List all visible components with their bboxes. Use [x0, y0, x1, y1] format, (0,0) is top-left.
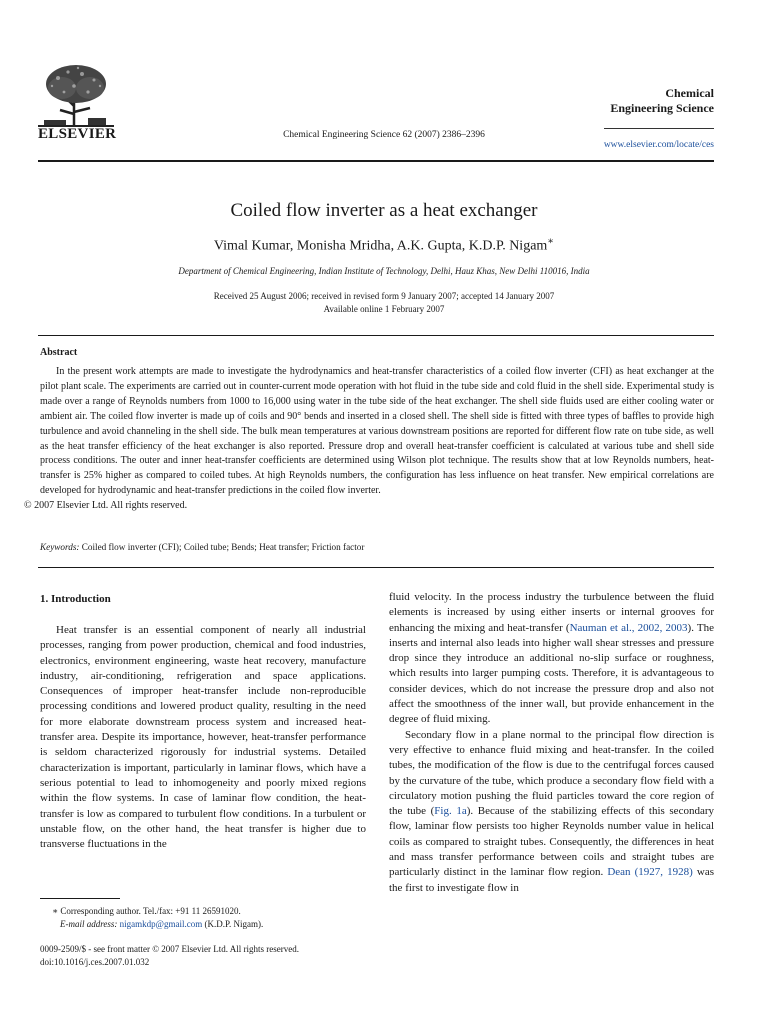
right-column	[389, 590, 714, 896]
abstract-top-divider	[38, 335, 714, 336]
elsevier-tree-logo	[38, 62, 114, 128]
citation-nauman[interactable]: Nauman et al., 2002, 2003	[569, 621, 688, 634]
footnote-corresponding-text: Corresponding author. Tel./fax: +91 11 26591020.	[60, 906, 241, 916]
para3-text-c: was the first to investigate flow in	[389, 866, 714, 894]
intro-paragraph-1: Heat transfer is an essential component of nearly all industrial processes, ranging from power production, chemical and food industries, electronics, environment engineering, waste heat recovery, manufacture industry, air-conditioning, refrigeration and space applications. Consequences of improper heat-transfer include non-reproducible processing conditions and lowered product quality, resulting in the need for more elaborate downstream process system and increased heat-transfer area. Despite its importance, however, heat-transfer performance is seldom characterized rigorously for industrial systems. Detailed characterization is important, particularly in laminar flows, which have a serious potential to lead to inhomogeneity and poorly mixed regions within the flow systems. In case of laminar flow condition, the heat-transfer is low as compared to turbulent flow conditions. In a turbulent or unstable flow, on the other hand, the heat transfer is higher due to transverse fluctuations in the	[40, 624, 366, 851]
journal-name	[590, 86, 714, 116]
available-online: Available online 1 February 2007	[323, 304, 445, 314]
journal-divider	[604, 128, 714, 129]
left-column	[40, 623, 366, 852]
corresponding-author-mark[interactable]: ∗	[547, 236, 555, 247]
issn-line: 0009-2509/$ - see front matter © 2007 Elsevier Ltd. All rights reserved.	[40, 944, 300, 954]
abstract-bottom-divider	[38, 567, 714, 568]
email-label: E-mail address:	[60, 919, 118, 929]
publisher-name: ELSEVIER	[38, 126, 117, 142]
email-owner: (K.D.P. Nigam).	[204, 919, 264, 929]
abstract-heading: Abstract	[40, 347, 78, 358]
section-heading-introduction: 1. Introduction	[40, 593, 111, 605]
journal-reference: Chemical Engineering Science 62 (2007) 2386–2396	[283, 130, 485, 140]
affiliation: Department of Chemical Engineering, Indian Institute of Technology, Delhi, Hauz Khas, New Delhi 110016, India	[178, 266, 590, 276]
author-names: Vimal Kumar, Monisha Mridha, A.K. Gupta, K.D.P. Nigam	[213, 238, 548, 254]
citation-dean[interactable]: Dean (1927, 1928)	[607, 866, 693, 879]
keywords-label: Keywords:	[40, 542, 80, 552]
abstract-copyright: © 2007 Elsevier Ltd. All rights reserved.	[24, 500, 188, 512]
journal-url-link[interactable]: www.elsevier.com/locate/ces	[603, 140, 714, 150]
header-divider	[38, 160, 714, 162]
article-title: Coiled flow inverter as a heat exchanger	[230, 200, 538, 221]
journal-name-line2: Engineering Science	[610, 101, 714, 115]
para3-text-a: Secondary flow in a plane normal to the principal flow direction is very effective to enhance fluid mixing and heat-transfer. In the coiled tubes, the modification of the flow is due to the centrifugal forces caused by the curvature of the tube, which produce a secondary flow field with a circulatory motion pushing the fluid particles toward the core region of the tube (	[389, 728, 714, 818]
bottom-info	[40, 943, 380, 968]
article-dates	[0, 290, 768, 316]
intro-paragraph-2	[389, 590, 714, 728]
doi-line: doi:10.1016/j.ces.2007.01.032	[40, 956, 150, 967]
para2-text-a: fluid velocity. In the process industry the turbulence between the fluid elements is increased by using either inserts or internal grooves for enhancing the mixing and heat-transfer (	[389, 591, 714, 634]
keywords	[40, 542, 714, 552]
abstract-body: In the present work attempts are made to investigate the hydrodynamics and heat-transfer characteristics of a coiled flow inverter (CFI) as heat exchanger at the pilot plant scale. The experiments are carried out in counter-current mode operation with hot fluid in the tube side and cold fluid in the shell side. Experimental study is made over a range of Reynolds numbers from 1000 to 16,000 using water in the tube side of the heat exchanger. The shell side fluids used are either cooling water or ambient air. The coiled flow inverter is made up of coils and 90° bends and inserted in a closed shell. The shell side is fitted with three types of baffles to provide high turbulence and avoid channeling in the shell side. The bulk mean temperatures at various downstream positions are reported for different flow rate on tube side, as well as the heat transfer efficiency of the heat exchanger is also reported. Pressure drop and overall heat-transfer coefficient is calculated at various tube and shell side process conditions. The outer and inner heat-transfer coefficients are determined using Wilson plot technique. The results show that at low Reynolds numbers, heat-transfer is 25% higher as compared to coiled tubes. At high Reynolds numbers, the configuration has less influence on heat transfer. New empirical correlations are developed for hydrodynamic and heat-transfer predictions in the coiled flow inverter.	[40, 366, 714, 497]
email-link[interactable]: nigamkdp@gmail.com	[119, 919, 203, 929]
footnote-mark: ∗	[52, 906, 59, 916]
abstract-text	[24, 365, 714, 514]
keywords-list: Coiled flow inverter (CFI); Coiled tube; Bends; Heat transfer; Friction factor	[81, 542, 365, 552]
footnote-divider	[40, 898, 120, 899]
para2-text-b: ). The inserts and internal also leads into higher wall shear stresses and pressure drop since they introduce an additional no-slip surface or roughness, which results into larger pumping costs. Therefore, it is advantageous to consider devices, which do not increase the pressure drop and also not affect the smoothness of the inner wall, but provide enhancement in the degree of fluid mixing.	[389, 621, 714, 726]
para3-text-b: ). Because of the stabilizing effects of this secondary flow, laminar flow persists too higher Reynolds number value in helical coils as compared to straight tubes. Consequently, the differences in heat and mass transfer performance between coils and straight tubes are particularly distinct in the laminar flow region.	[389, 805, 714, 879]
footnote	[40, 905, 366, 931]
footnote-corresponding	[40, 905, 366, 918]
footnote-email-row	[40, 918, 366, 931]
authors	[0, 236, 768, 255]
figure-link-1a[interactable]: Fig. 1a	[434, 805, 467, 818]
received-dates: Received 25 August 2006; received in revised form 9 January 2007; accepted 14 January 2007	[213, 291, 555, 301]
journal-name-line1: Chemical	[665, 86, 714, 100]
intro-paragraph-3	[389, 728, 714, 896]
